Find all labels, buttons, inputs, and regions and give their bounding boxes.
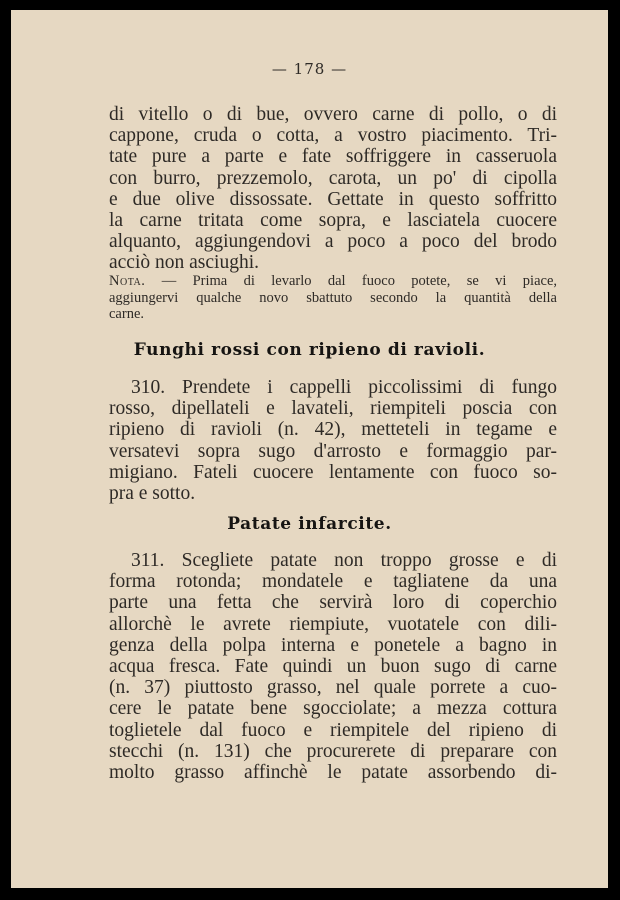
note-line: aggiungervi qualche novo sbattuto secondo la quantità della [109, 289, 557, 306]
text-line: parte una fetta che servirà loro di coperchio [109, 592, 557, 614]
recipe-311 [109, 550, 557, 783]
text-line: molto grasso affinchè le patate assorbendo di- [109, 762, 557, 784]
text-line: forma rotonda; mondatele e tagliatene da una [109, 571, 557, 593]
text-line: 310. Prendete i cappelli piccolissimi di fungo [131, 377, 557, 398]
text-line: pra e sotto. [109, 483, 196, 505]
text-line: migiano. Fateli cuocere lentamente con fuoco so- [109, 461, 557, 483]
text-line: allorchè le avrete riempiute, vuotatele con dili- [109, 613, 557, 635]
book-page [11, 10, 608, 888]
text-line: rosso, dipellateli e lavateli, riempiteli poscia con [109, 398, 557, 420]
text-line: toglietele dal fuoco e riempitele del ripieno di [109, 719, 557, 741]
text-line: acqua fresca. Fate quindi un buon sugo di carne [109, 656, 557, 678]
note-line: carne. [109, 306, 145, 322]
text-line: tate pure a parte e fate soffriggere in casseruola [109, 146, 557, 168]
text-line: la carne tritata come sopra, e lasciatela cuocere [109, 210, 557, 232]
text-line: con burro, prezzemolo, carota, un po' di cipolla [109, 167, 557, 189]
text-line: e due olive dissossate. Gettate in questo soffritto [109, 188, 557, 210]
section-title: Funghi rossi con ripieno di ravioli. [133, 340, 486, 360]
text-line: 311. Scegliete patate non troppo grosse e di [131, 550, 557, 571]
recipe-310 [109, 377, 557, 504]
text-line: genza della polpa interna e ponetele a bagno in [109, 634, 557, 656]
note-text: — Prima di levarlo dal fuoco potete, se vi piace, [161, 273, 557, 289]
text-line: versatevi sopra sugo d'arrosto e formaggio par- [109, 440, 557, 462]
text-line: (n. 37) piuttosto grasso, nel quale porrete a cuo- [109, 677, 557, 699]
section-title: Patate infarcite. [227, 514, 392, 534]
text-line: cere le patate bene sgocciolate; a mezza cottura [109, 698, 557, 720]
top-paragraph [109, 104, 557, 274]
note [109, 273, 557, 323]
text-line: alquanto, aggiungendovi a poco a poco del brodo [109, 231, 557, 253]
text-line: di vitello o di bue, ovvero carne di pollo, o di [109, 104, 557, 125]
page-number: — 178 — [271, 60, 348, 78]
text-line: stecchi (n. 131) che procurerete di preparare con [109, 740, 557, 762]
text-line: acciò non asciughi. [109, 252, 259, 274]
note-label: Nota. [109, 273, 146, 289]
text-line: ripieno di ravioli (n. 42), metteteli in tegame e [109, 419, 557, 441]
text-line: cappone, cruda o cotta, a vostro piacimento. Tri- [109, 125, 557, 147]
note-line [109, 273, 557, 290]
